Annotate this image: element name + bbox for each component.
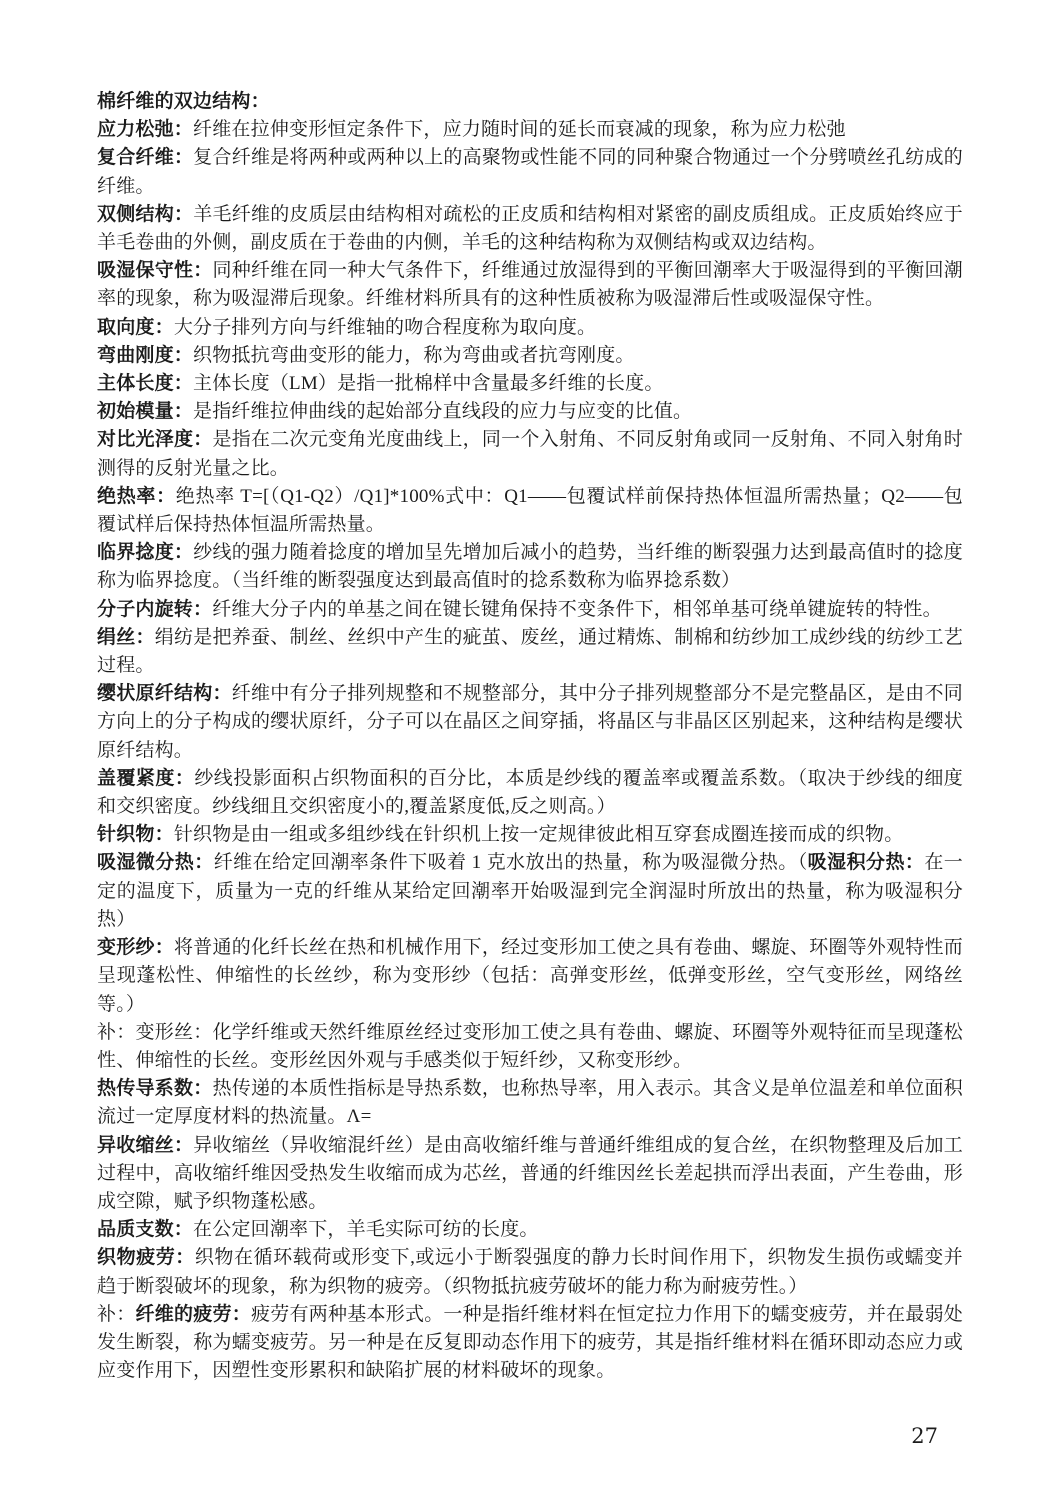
definition-paragraph — [97, 934, 963, 1019]
definition-text: 针织物是由一组或多组纱线在针织机上按一定规律彼此相互穿套成圈连接而成的织物。 — [173, 824, 904, 846]
definitions-list — [97, 88, 963, 1385]
definition-term: 双侧结构： — [97, 203, 194, 225]
definition-paragraph — [97, 201, 963, 257]
definition-text: 是指在二次元变角光度曲线上，同一个入射角、不同反射角或同一反射角、不同入射角时测得的反射光量之比。 — [97, 429, 964, 479]
definition-paragraph — [97, 1019, 963, 1075]
definition-paragraph — [97, 1216, 963, 1244]
definition-term: 盖覆紧度： — [97, 767, 195, 789]
definition-term: 缨状原纤结构： — [97, 683, 232, 705]
definition-text: 织物抵抗弯曲变形的能力，称为弯曲或者抗弯刚度。 — [193, 344, 635, 366]
definition-term: 取向度： — [97, 316, 174, 338]
definition-term: 弯曲刚度： — [97, 344, 194, 366]
definition-text: 纱线的强力随着捻度的增加呈先增加后减小的趋势，当纤维的断裂强力达到最高值时的捻度称为临界捻度。（当纤维的断裂强度达到最高值时的捻系数称为临界捻系数） — [97, 542, 963, 592]
definition-term: 吸湿微分热： — [97, 852, 214, 874]
definition-paragraph — [97, 342, 963, 370]
definition-term: 临界捻度： — [97, 542, 194, 564]
definition-term: 初始模量： — [97, 401, 194, 423]
definition-paragraph — [97, 680, 963, 765]
definition-text: 同种纤维在同一种大气条件下，纤维通过放湿得到的平衡回潮率大于吸湿得到的平衡回潮率的现象，称为吸湿滞后现象。纤维材料所具有的这种性质被称为吸湿滞后性或吸湿保守性。 — [97, 260, 964, 310]
definition-paragraph — [97, 398, 963, 426]
definition-text: 羊毛纤维的皮质层由结构相对疏松的正皮质和结构相对紧密的副皮质组成。正皮质始终应于羊毛卷曲的外侧，副皮质在于卷曲的内侧，羊毛的这种结构称为双侧结构或双边结构。 — [97, 203, 963, 254]
definition-term: 绝热率： — [97, 485, 176, 507]
definition-term: 绢丝： — [97, 626, 155, 648]
definition-text: 纤维在给定回潮率条件下吸着 1 克水放出的热量，称为吸湿微分热。（ — [213, 852, 808, 874]
definition-term: 品质支数： — [97, 1219, 194, 1241]
page-number: 27 — [911, 1424, 938, 1448]
definition-text: 大分子排列方向与纤维轴的吻合程度称为取向度。 — [173, 316, 597, 338]
definition-term: 热传导系数： — [97, 1078, 213, 1100]
definition-paragraph — [97, 821, 963, 849]
definition-paragraph — [97, 116, 963, 144]
definition-text: 织物在循环载荷或形变下,或远小于断裂强度的静力长时间作用下，织物发生损伤或蠕变并趋于断裂破坏的现象，称为织物的疲旁。（织物抵抗疲劳破坏的能力称为耐疲劳性。） — [97, 1247, 963, 1297]
definition-term: 织物疲劳： — [97, 1247, 195, 1269]
definition-text: 绝热率 T=[（Q1-Q2）/Q1]*100%式中：Q1——包覆试样前保持热体恒温所需热量；Q2——包覆试样后保持热体恒温所需热量。 — [97, 485, 964, 536]
definition-term: 主体长度： — [97, 373, 194, 395]
definition-text: 纤维中有分子排列规整和不规整部分，其中分子排列规整部分不是完整晶区，是由不同方向上的分子构成的缨状原纤，分子可以在晶区之间穿插，将晶区与非晶区区别起来，这种结构是缨状原纤结构。 — [97, 683, 963, 761]
definition-text: 绢纺是把养蚕、制丝、丝织中产生的疵茧、废丝，通过精炼、制棉和纺纱加工成纱线的纺纱工艺过程。 — [97, 626, 964, 677]
definition-text: 热传递的本质性指标是导热系数，也称热导率，用入表示。其含义是单位温差和单位面积流过一定厚度材料的热流量。Λ= — [97, 1078, 964, 1128]
definition-paragraph — [97, 1244, 963, 1300]
definition-paragraph — [97, 314, 963, 342]
definition-paragraph — [97, 1301, 963, 1386]
definition-text: 纱线投影面积占织物面积的百分比，本质是纱线的覆盖率或覆盖系数。（取决于纱线的细度和交织密度。纱线细且交织密度小的,覆盖紧度低,反之则高。） — [97, 767, 963, 818]
definition-term: 棉纤维的双边结构： — [97, 91, 270, 112]
definition-text: 将普通的化纤长丝在热和机械作用下，经过变形加工使之具有卷曲、螺旋、环圈等外观特性而呈现蓬松性、伸缩性的长丝纱，称为变形纱（包括：高弹变形丝，低弹变形丝，空气变形丝，网络丝等。） — [97, 937, 963, 1015]
definition-text: 纤维在拉伸变形恒定条件下，应力随时间的延长而衰减的现象，称为应力松弛 — [193, 119, 846, 141]
definition-paragraph — [97, 370, 963, 398]
definition-paragraph — [97, 596, 963, 624]
definition-term: 对比光泽度： — [97, 429, 213, 451]
definition-term: 复合纤维： — [97, 147, 194, 169]
definition-term: 吸湿保守性： — [97, 260, 213, 282]
definition-paragraph — [97, 624, 963, 680]
definition-text: 补： — [97, 1303, 136, 1325]
definition-term: 纤维的疲劳： — [135, 1303, 251, 1325]
definition-text: 补：变形丝：化学纤维或天然纤维原丝经过变形加工使之具有卷曲、螺旋、环圈等外观特征而呈现蓬松性、伸缩性的长丝。变形丝因外观与手感类似于短纤纱，又称变形纱。 — [97, 1021, 963, 1071]
definition-paragraph — [97, 1075, 963, 1131]
definition-paragraph — [97, 426, 963, 482]
definition-text: 是指纤维拉伸曲线的起始部分直线段的应力与应变的比值。 — [193, 401, 693, 423]
definition-paragraph — [97, 1132, 963, 1217]
definition-text: 在公定回潮率下，羊毛实际可纺的长度。 — [193, 1219, 539, 1241]
definition-text: 异收缩丝（异收缩混纤丝）是由高收缩纤维与普通纤维组成的复合丝，在织物整理及后加工过程中，高收缩纤维因受热发生收缩而成为芯丝，普通的纤维因丝长差起拱而浮出表面，产生卷曲，形成空隙，赋予织物蓬松感。 — [97, 1134, 963, 1212]
definition-term: 异收缩丝： — [97, 1134, 194, 1156]
definition-text: 复合纤维是将两种或两种以上的高聚物或性能不同的同种聚合物通过一个分劈喷丝孔纺成的纤维。 — [97, 147, 963, 197]
definition-term: 变形纱： — [97, 937, 174, 959]
definition-term: 分子内旋转： — [97, 598, 213, 620]
definition-term: 针织物： — [97, 824, 174, 846]
definition-paragraph — [97, 144, 963, 200]
definition-text: 在一定的温度下，质量为一克的纤维从某给定回潮率开始吸湿到完全润湿时所放出的热量，称为吸湿积分热） — [97, 852, 964, 930]
definition-paragraph — [97, 849, 963, 934]
definition-text: 疲劳有两种基本形式。一种是指纤维材料在恒定拉力作用下的蠕变疲劳，并在最弱处发生断裂，称为蠕变疲劳。另一种是在反复即动态作用下的疲劳，其是指纤维材料在循环即动态应力或应变作用下，因塑性变形累积和缺陷扩展的材料破坏的现象。 — [97, 1303, 964, 1382]
definition-paragraph — [97, 765, 963, 821]
definition-text: 纤维大分子内的单基之间在键长键角保持不变条件下，相邻单基可绕单键旋转的特性。 — [212, 598, 942, 620]
definition-paragraph — [97, 539, 963, 595]
definition-paragraph — [97, 257, 963, 313]
definition-term: 应力松弛： — [97, 119, 194, 141]
definition-paragraph — [97, 483, 963, 539]
definition-text: 主体长度（LM）是指一批棉样中含量最多纤维的长度。 — [193, 373, 664, 395]
definition-paragraph — [97, 88, 963, 116]
definition-term: 吸湿积分热： — [807, 852, 925, 874]
